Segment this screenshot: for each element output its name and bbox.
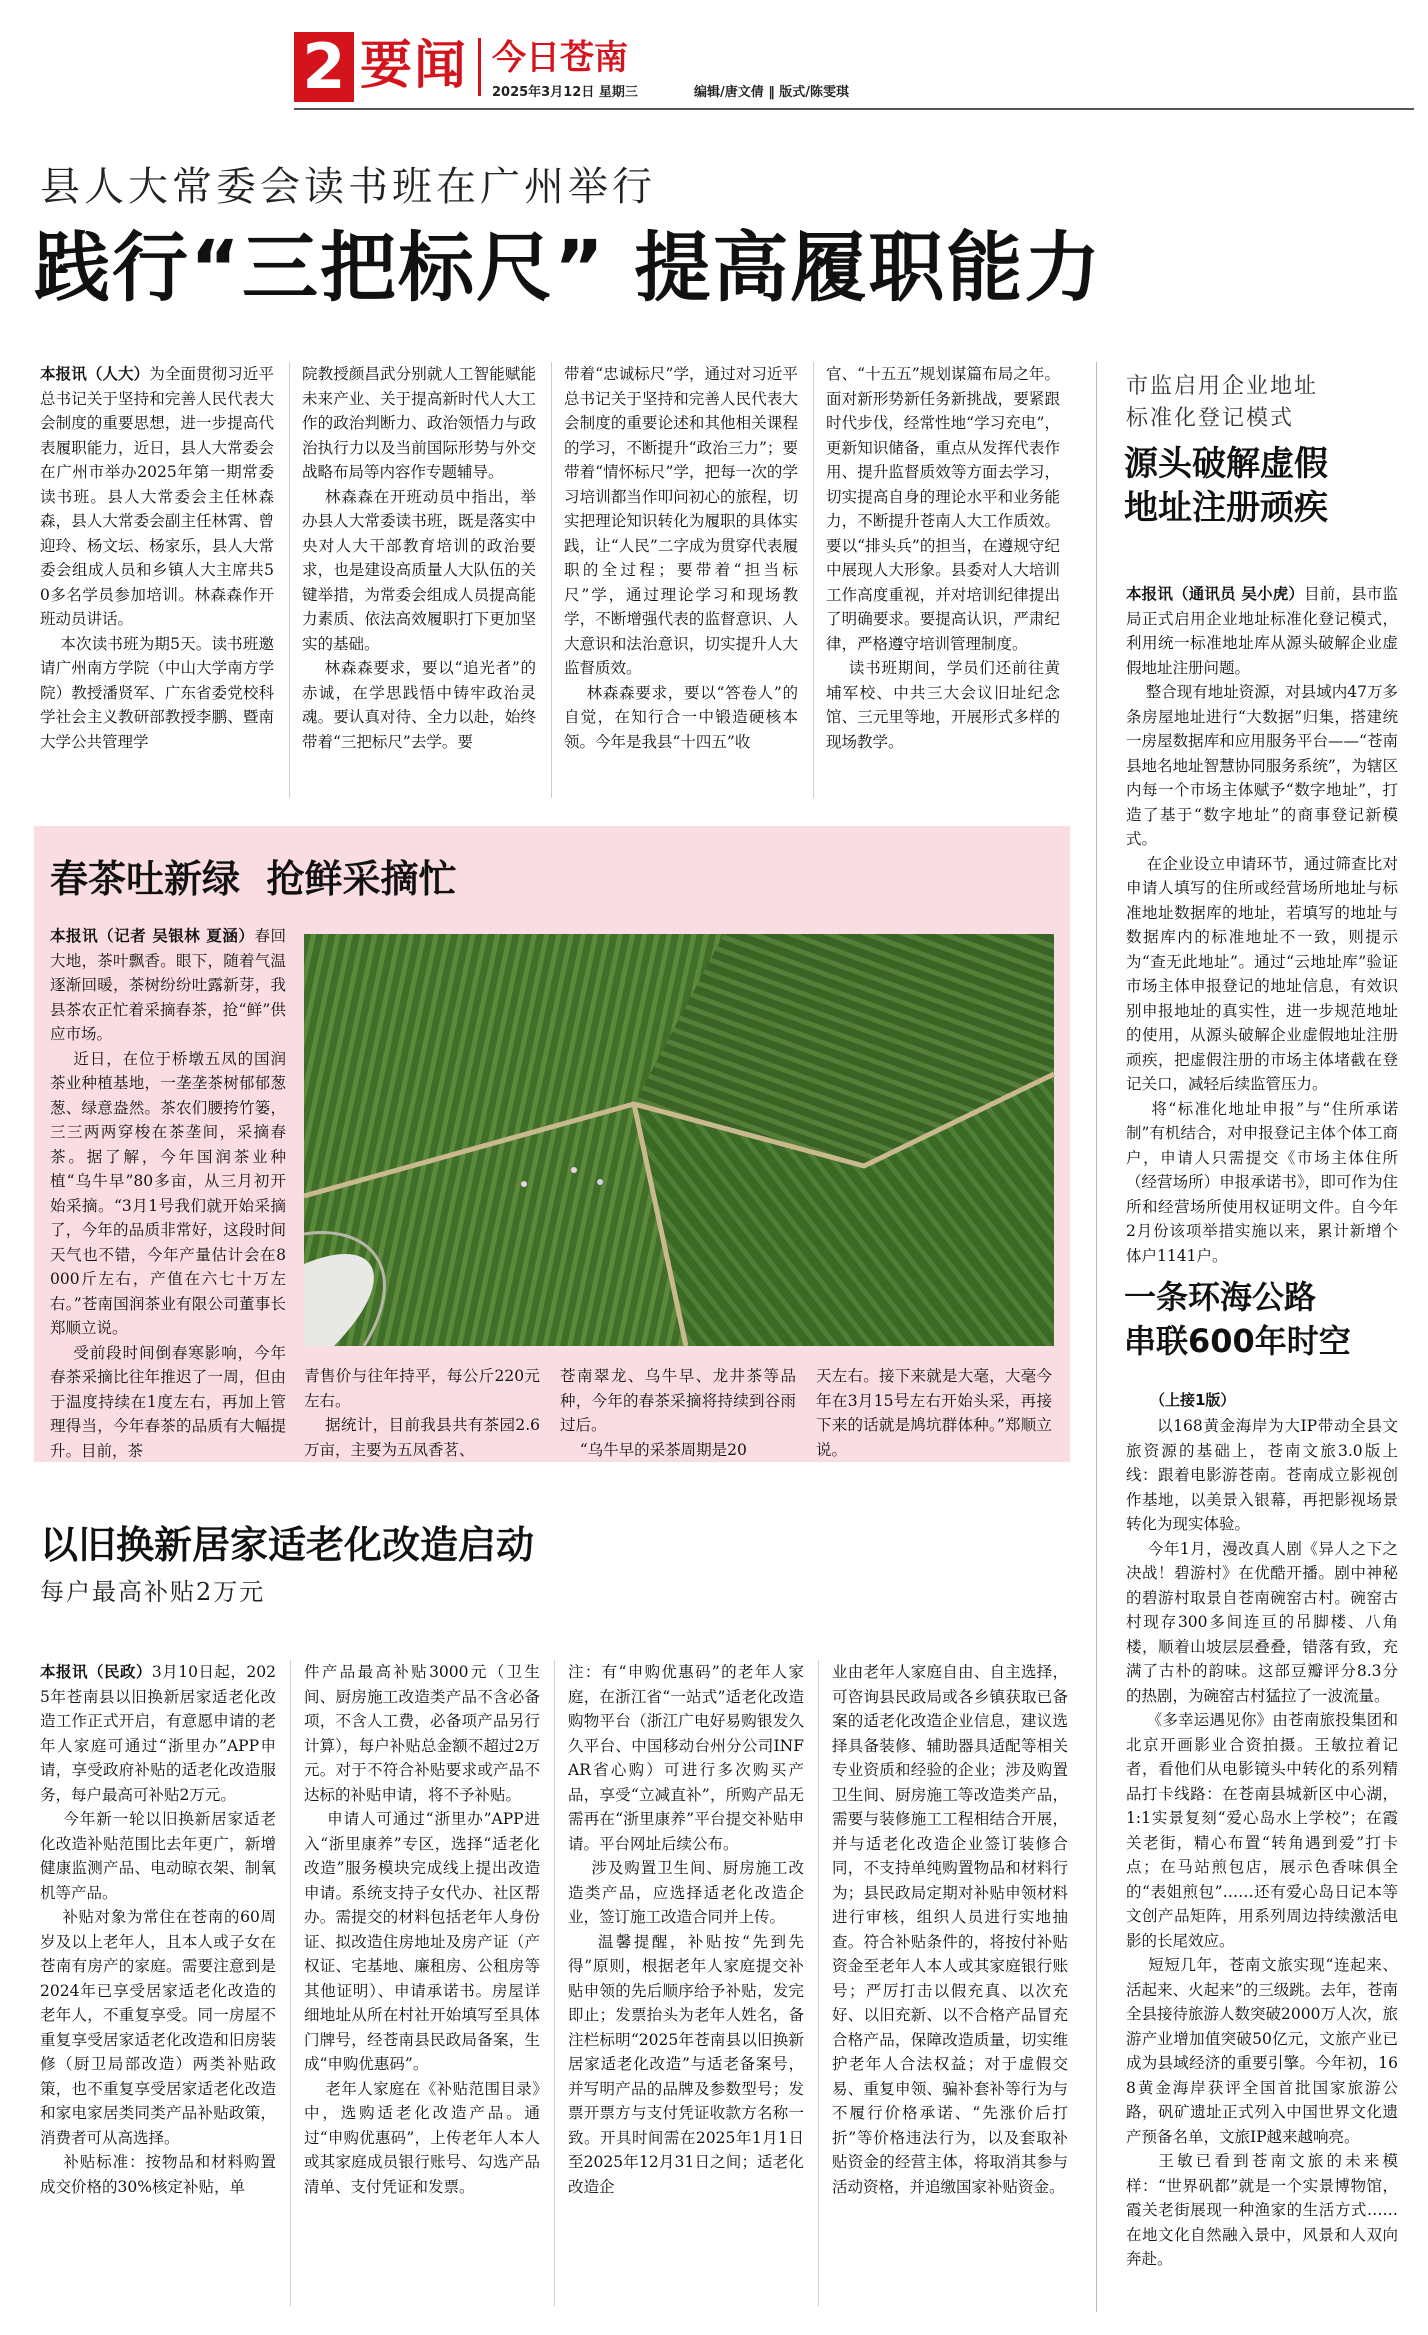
col-divider	[818, 1660, 819, 2306]
renovation-col1-text: 3月10日起，2025年苍南县以旧换新居家适老化改造工作正式开启，有意愿申请的老年人家庭可通过“浙里办”APP申请，享受政府补贴的适老化改造服务，每户最高可补贴2万元。 今年新一轮以旧换新居家适老化改造补贴范围比去年更广，新增健康监测产品、电动晾衣架、制氧机等产品。 补贴对象为常住在苍南的60周岁及以上老年人，且本人或子女在苍南有房产的家庭。需要注意到是2024年已享受居家适老化改造的老年人，不重复享受。同一房屋不重复享受居家适老化改造和旧房装修（厨卫局部改造）两类补贴政策，也不重复享受居家适老化改造和家电家居类同类产品补贴政策，消费者可从高选择。 补贴标准：按物品和材料购置成交价格的30%核定补贴，单	[40, 1663, 276, 2196]
coast-headline-2: 串联600年时空	[1124, 1322, 1351, 1360]
col-divider	[551, 362, 552, 798]
col-divider	[289, 362, 290, 798]
lead-column-1	[40, 362, 274, 802]
lead-byline: 本报讯（人大）	[40, 365, 150, 383]
tea-field-illustration	[304, 934, 1054, 1346]
address-kicker-1: 市监启用企业地址	[1126, 374, 1319, 399]
tea-column-3: 苍南翠龙、乌牛早、龙井茶等品种，今年的春茶采摘将持续到谷雨过后。 “乌牛早的采茶周期是20	[560, 1367, 796, 1459]
masthead-rule	[294, 108, 1414, 110]
tea-byline: 本报讯（记者 吴银林 夏涵）	[50, 927, 255, 945]
tea-field-photo	[304, 934, 1054, 1346]
section-title: 要闻	[360, 36, 469, 96]
lead-column-3: 带着“忠诚标尺”学，通过对习近平总书记关于坚持和完善人民代表大会制度的重要论述和其他相关课程的学习，不断提升“政治三力”；要带着“情怀标尺”学，把每一次的学习培训都当作叩问初心的旅程，切实把理论知识转化为履职的具体实践，让“人民”二字成为贯穿代表履职的全过程；要带着“担当标尺”学，通过理论学习和现场教学，不断增强代表的监督意识、人大意识和法治意识，切实提升人大监督质效。 林森森要求，要以“答卷人”的自觉，在知行合一中锻造硬核本领。今年是我县“十四五”收	[564, 365, 798, 751]
renovation-column-4: 业由老年人家庭自由、自主选择，可咨询县民政局或各乡镇获取已备案的适老化改造企业信息，建议选择具备装修、辅助器具适配等相关专业资质和经验的企业；涉及购置卫生间、厨房施工等改造类产品，需要与装修施工工程相结合开展，并与适老化改造企业签订装修合同，不支持单纯购置物品和材料行为；县民政局定期对补贴申领材料进行审核，组织人员进行实地抽查。符合补贴条件的，将按付补贴资金至老年人本人或其家庭银行账号；严厉打击以假充真、以次充好、以旧充新、以不合格产品冒充合格产品，保障改造质量，切实维护老年人合法权益；对于虚假交易、重复申领、骗补套补等行为与不履行价格承诺、“先涨价后打折”等价格违法行为，以及套取补贴资金的经营主体，将取消其参与活动资格，并追缴国家补贴资金。	[832, 1663, 1068, 2196]
tea-headline: 春茶吐新绿 抢鲜采摘忙	[50, 857, 457, 901]
tea-column-4: 天左右。接下来就是大毫，大毫今年在3月15号左右开始头采，再接下来的话就是鸠坑群体种。”郑顺立说。	[816, 1367, 1052, 1459]
right-column-divider	[1096, 362, 1097, 2312]
renovation-column-3: 注：有“申购优惠码”的老年人家庭，在浙江省“一站式”适老化改造购物平台（浙江广电好易购银发久久平台、中国移动台州分公司INFAR省心购）可进行多次购买产品，享受“立减直补”，所购产品无需再在“浙里康养”平台提交补贴申请。平台网址后续公布。 涉及购置卫生间、厨房施工改造类产品，应选择适老化改造企业，签订施工改造合同并上传。 温馨提醒，补贴按“先到先得”原则，根据老年人家庭提交补贴申领的先后顺序给予补贴，发完即止；发票抬头为老年人姓名，备注栏标明“2025年苍南县以旧换新居家适老化改造”与适老备案号，并写明产品的品牌及参数型号；发票开票方与支付凭证收款方名称一致。开具时间需在2025年1月1日至2025年12月31日之间；适老化改造企	[568, 1663, 804, 2196]
date-line: 2025年3月12日 星期三	[492, 85, 638, 100]
page-number: 2	[294, 32, 354, 102]
coast-body: 以168黄金海岸为大IP带动全县文旅资源的基础上，苍南文旅3.0版上线：跟着电影游苍南。苍南成立影视创作基地，以美景入银幕，再把影视场景转化为现实体验。 今年1月，漫改真人剧《异人之下之决战！碧游村》在优酷开播。剧中神秘的碧游村取景自苍南碗窑古村。碗窑古村现存300多间连亘的吊脚楼、八角楼，顺着山坡层层叠叠，错落有致，充满了古朴的韵味。这部豆瓣评分8.3分的热剧，为碗窑古村猛拉了一波流量。 《多幸运遇见你》由苍南旅投集团和北京开画影业合资拍摄。王敏拉着记者，看他们从电影镜头中转化的系列精品打卡线路：在苍南县城新区中心湖，1:1实景复刻“爱心岛水上学校”；在霞关老街，精心布置“转角遇到爱”打卡点；在马站煎包店，展示色香味俱全的“表姐煎包”……还有爱心岛日记本等文创产品矩阵，用系列周边持续激活电影的长尾效应。 短短几年，苍南文旅实现“连起来、活起来、火起来”的三级跳。去年，苍南全县接待旅游人数突破2000万人次，旅游产业增加值突破50亿元，文旅产业已成为县域经济的重要引擎。今年初，168黄金海岸获评全国首批国家旅游公路，矾矿遗址正式列入中国世界文化遗产预备名单，文旅IP越来越响亮。 王敏已看到苍南文旅的未来模样：“世界矾都”就是一个实景博物馆，霞关老街展现一种渔家的生活方式……在地文化自然融入景中，风景和人双向奔赴。	[1126, 1417, 1398, 2268]
tea-column-1	[50, 924, 286, 1460]
renovation-byline: 本报讯（民政）	[40, 1663, 152, 1681]
address-headline-2: 地址注册顽疾	[1124, 488, 1328, 528]
col-divider	[813, 362, 814, 798]
address-headline-1: 源头破解虚假	[1124, 444, 1328, 484]
masthead-divider	[478, 38, 481, 96]
lead-headline: 践行“三把标尺” 提高履职能力	[34, 223, 1103, 312]
lead-column-2: 院教授颜昌武分别就人工智能赋能未来产业、关于提高新时代人大工作的政治判断力、政治领悟力与政治执行力以及当前国际形势与外交战略布局等内容作专题辅导。 林森森在开班动员中指出，举办县人大常委读书班，既是落实中央对人大干部教育培训的政治要求，也是建设高质量人大队伍的关键举措，为常委会组成人员提高能力素质、依法高效履职打下更加坚实的基础。 林森森要求，要以“追光者”的赤诚，在学思践悟中铸牢政治灵魂。要认真对待、全力以赴，始终带着“三把标尺”去学。要	[302, 365, 536, 751]
coast-continuation: （上接1版）	[1150, 1391, 1236, 1409]
paper-name: 今日苍南	[492, 38, 628, 78]
lead-kicker: 县人大常委会读书班在广州举行	[40, 164, 656, 210]
address-text: 目前，县市监局正式启用企业地址标准化登记模式，利用统一标准地址库从源头破解企业虚假地址注册问题。 整合现有地址资源，对县域内47万多条房屋地址进行“大数据”归集，搭建统一房屋数据库和应用服务平台——“苍南县地名地址智慧协同服务系统”，为辖区内每一个市场主体赋予“数字地址”，打造了基于“数字地址”的商事登记新模式。 在企业设立申请环节，通过筛查比对申请人填写的住所或经营场所地址与标准地址数据库的地址，若填写的地址与数据库内的标准地址不一致，则提示为“查无此地址”。通过“云地址库”验证市场主体申报登记的地址信息，有效识别申报地址的真实性，进一步规范地址的使用，从源头破解企业虚假地址注册顽疾，把虚假注册的市场主体堵截在登记关口，减轻后续监管压力。 将“标准化地址申报”与“住所承诺制”有机结合，对申报登记主体个体工商户，申请人只需提交《市场主体住所（经营场所）申报承诺书》，即可作为住所和经营场所使用权证明文件。自今年2月份该项举措实施以来，累计新增个体户1141户。	[1126, 585, 1398, 1265]
tea-column-2: 青售价与往年持平，每公斤220元左右。 据统计，目前我县共有茶园2.6万亩，主要为五凤香茗、	[304, 1367, 540, 1459]
address-body	[1126, 582, 1398, 1265]
renovation-headline: 以旧换新居家适老化改造启动	[40, 1523, 535, 1567]
lead-col1-text: 为全面贯彻习近平总书记关于坚持和完善人民代表大会制度的重要思想，进一步提高代表履职能力，近日，县人大常委会在广州市举办2025年第一期常委读书班。县人大常委会主任林森森，县人大常委会副主任林霄、曾迎玲、杨文坛、杨家乐，县人大常委会组成人员和乡镇人大主席共50多名学员参加培训。林森森作开班动员讲话。 本次读书班为期5天。读书班邀请广州南方学院（中山大学南方学院）教授潘贤军、广东省委党校科学社会主义教研部教授李鹏、暨南大学公共管理学	[40, 365, 274, 751]
editor-line: 编辑/唐文倩 ‖ 版式/陈雯琪	[694, 85, 850, 100]
renovation-subhead: 每户最高补贴2万元	[40, 1578, 266, 1606]
address-byline: 本报讯（通讯员 吴小虎）	[1126, 585, 1305, 603]
tea-col1-text: 春回大地，茶叶飘香。眼下，随着气温逐渐回暖，茶树纷纷吐露新芽，我县茶农正忙着采摘春茶，抢“鲜”供应市场。 近日，在位于桥墩五凤的国润茶业种植基地，一垄垄茶树郁郁葱葱、绿意盎然。茶农们腰挎竹篓，三三两两穿梭在茶垄间，采摘春茶。据了解，今年国润茶业种植“乌牛早”80多亩，从三月初开始采摘。“3月1号我们就开始采摘了，今年的品质非常好，这段时间天气也不错，今年产量估计会在8000斤左右，产值在六七十万左右。”苍南国润茶业有限公司董事长郑顺立说。 受前段时间倒春寒影响，今年春茶采摘比往年推迟了一周，但由于温度持续在1度左右，再加上管理得当，今年春茶的品质有大幅提升。目前，茶	[50, 927, 286, 1460]
lead-column-4: 官、“十五五”规划谋篇布局之年。面对新形势新任务新挑战，要紧跟时代步伐，经常性地“学习充电”，更新知识储备，重点从发挥代表作用、提升监督质效等方面去学习，切实提高自身的理论水平和业务能力，不断提升苍南人大工作质效。要以“排头兵”的担当，在遵规守纪中展现人大形象。县委对人大培训工作高度重视，并对培训纪律提出了明确要求。要提高认识，严肃纪律，严格遵守培训管理制度。 读书班期间，学员们还前往黄埔军校、中共三大会议旧址纪念馆、三元里等地，开展形式多样的现场教学。	[826, 365, 1060, 751]
coast-headline-1: 一条环海公路	[1124, 1278, 1317, 1316]
renovation-column-2: 件产品最高补贴3000元（卫生间、厨房施工改造类产品不含必备项，不含人工费，必备项产品另行计算），每户补贴总金额不超过2万元。对于不符合补贴要求或产品不达标的补贴申请，将不予补贴。 申请人可通过“浙里办”APP进入“浙里康养”专区，选择“适老化改造”服务模块完成线上提出改造申请。系统支持子女代办、社区帮办。需提交的材料包括老年人身份证、拟改造住房地址及房产证（产权证、宅基地、廉租房、公租房等其他证明）、申请承诺书。房屋详细地址从所在村社开始填写至具体门牌号，经苍南县民政局备案，生成“申购优惠码”。 老年人家庭在《补贴范围目录》中，选购适老化改造产品。通过“申购优惠码”，上传老年人本人或其家庭成员银行账号、勾选产品清单、支付凭证和发票。	[304, 1663, 540, 2196]
address-kicker-2: 标准化登记模式	[1126, 406, 1295, 431]
col-divider	[290, 1660, 291, 2306]
masthead	[294, 30, 1414, 108]
renovation-column-1	[40, 1660, 276, 2310]
col-divider	[554, 1660, 555, 2306]
